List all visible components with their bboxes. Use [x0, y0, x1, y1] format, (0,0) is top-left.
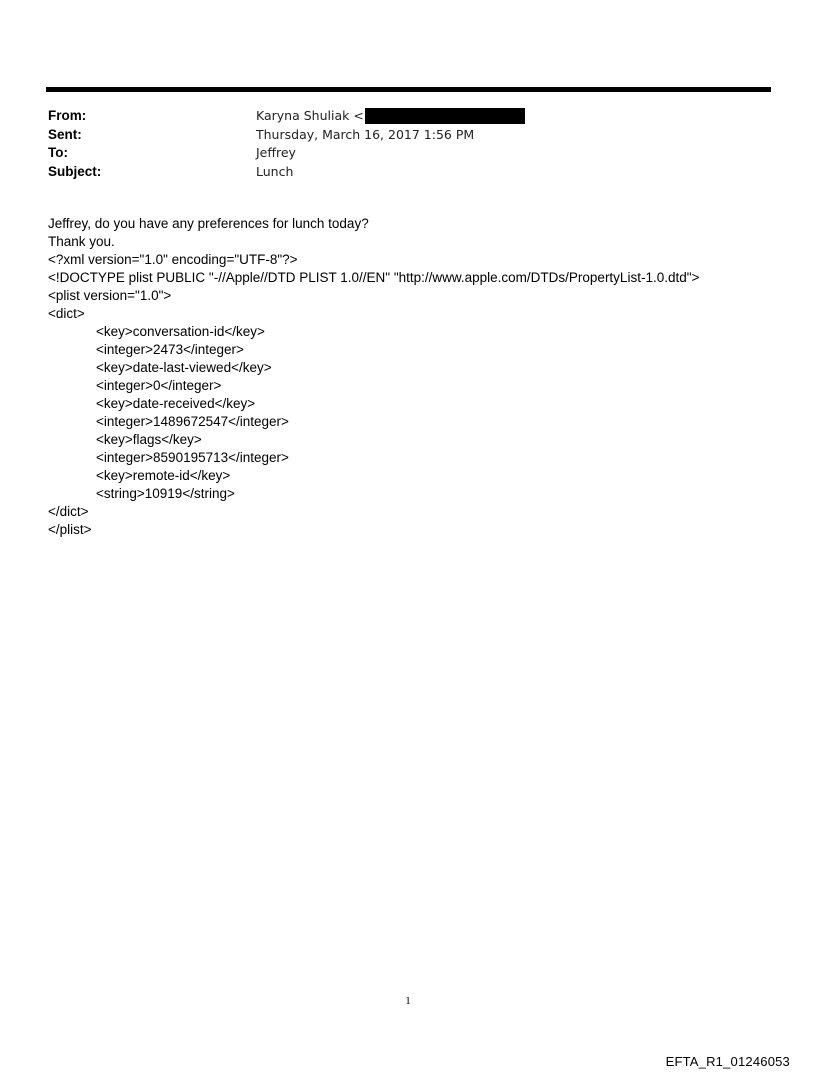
- body-line: <key>flags</key>: [96, 432, 202, 447]
- email-body: [48, 215, 788, 539]
- body-line: <key>date-last-viewed</key>: [96, 360, 272, 375]
- body-line: Thank you.: [48, 234, 115, 249]
- to-row: [48, 144, 768, 163]
- email-header: [48, 107, 768, 181]
- subject-value: Lunch: [256, 163, 294, 179]
- subject-label: Subject:: [48, 163, 102, 179]
- body-line: <!DOCTYPE plist PUBLIC "-//Apple//DTD PLIST 1.0//EN" "http://www.apple.com/DTDs/PropertyList-1.0.dtd">: [48, 270, 700, 285]
- subject-row: [48, 163, 768, 182]
- sent-row: [48, 126, 768, 145]
- body-line: <integer>2473</integer>: [96, 342, 244, 357]
- to-label: To:: [48, 145, 68, 160]
- to-value: Jeffrey: [256, 145, 296, 160]
- body-line: <key>remote-id</key>: [96, 468, 231, 483]
- bates-number: EFTA_R1_01246053: [665, 1054, 790, 1069]
- body-line: <dict>: [48, 306, 85, 321]
- body-line: <key>conversation-id</key>: [96, 324, 265, 339]
- from-label: From:: [48, 108, 87, 123]
- from-value: [256, 107, 529, 126]
- body-line: <integer>1489672547</integer>: [96, 414, 289, 429]
- body-line: <plist version="1.0">: [48, 288, 172, 303]
- body-line: <?xml version="1.0" encoding="UTF-8"?>: [48, 252, 298, 267]
- redaction-box: [365, 108, 525, 124]
- body-line: <string>10919</string>: [96, 486, 235, 501]
- body-line: </plist>: [48, 522, 92, 537]
- body-line: </dict>: [48, 504, 89, 519]
- sent-label: Sent:: [48, 126, 82, 142]
- sent-value: Thursday, March 16, 2017 1:56 PM: [256, 126, 475, 142]
- from-row: [48, 107, 768, 126]
- body-line: Jeffrey, do you have any preferences for lunch today?: [48, 216, 369, 231]
- page-number: 1: [405, 995, 411, 1007]
- from-name: Karyna Shuliak <: [256, 108, 364, 123]
- header-rule: [46, 87, 771, 92]
- body-line: <integer>8590195713</integer>: [96, 450, 289, 465]
- body-line: <integer>0</integer>: [96, 378, 222, 393]
- body-line: <key>date-received</key>: [96, 396, 256, 411]
